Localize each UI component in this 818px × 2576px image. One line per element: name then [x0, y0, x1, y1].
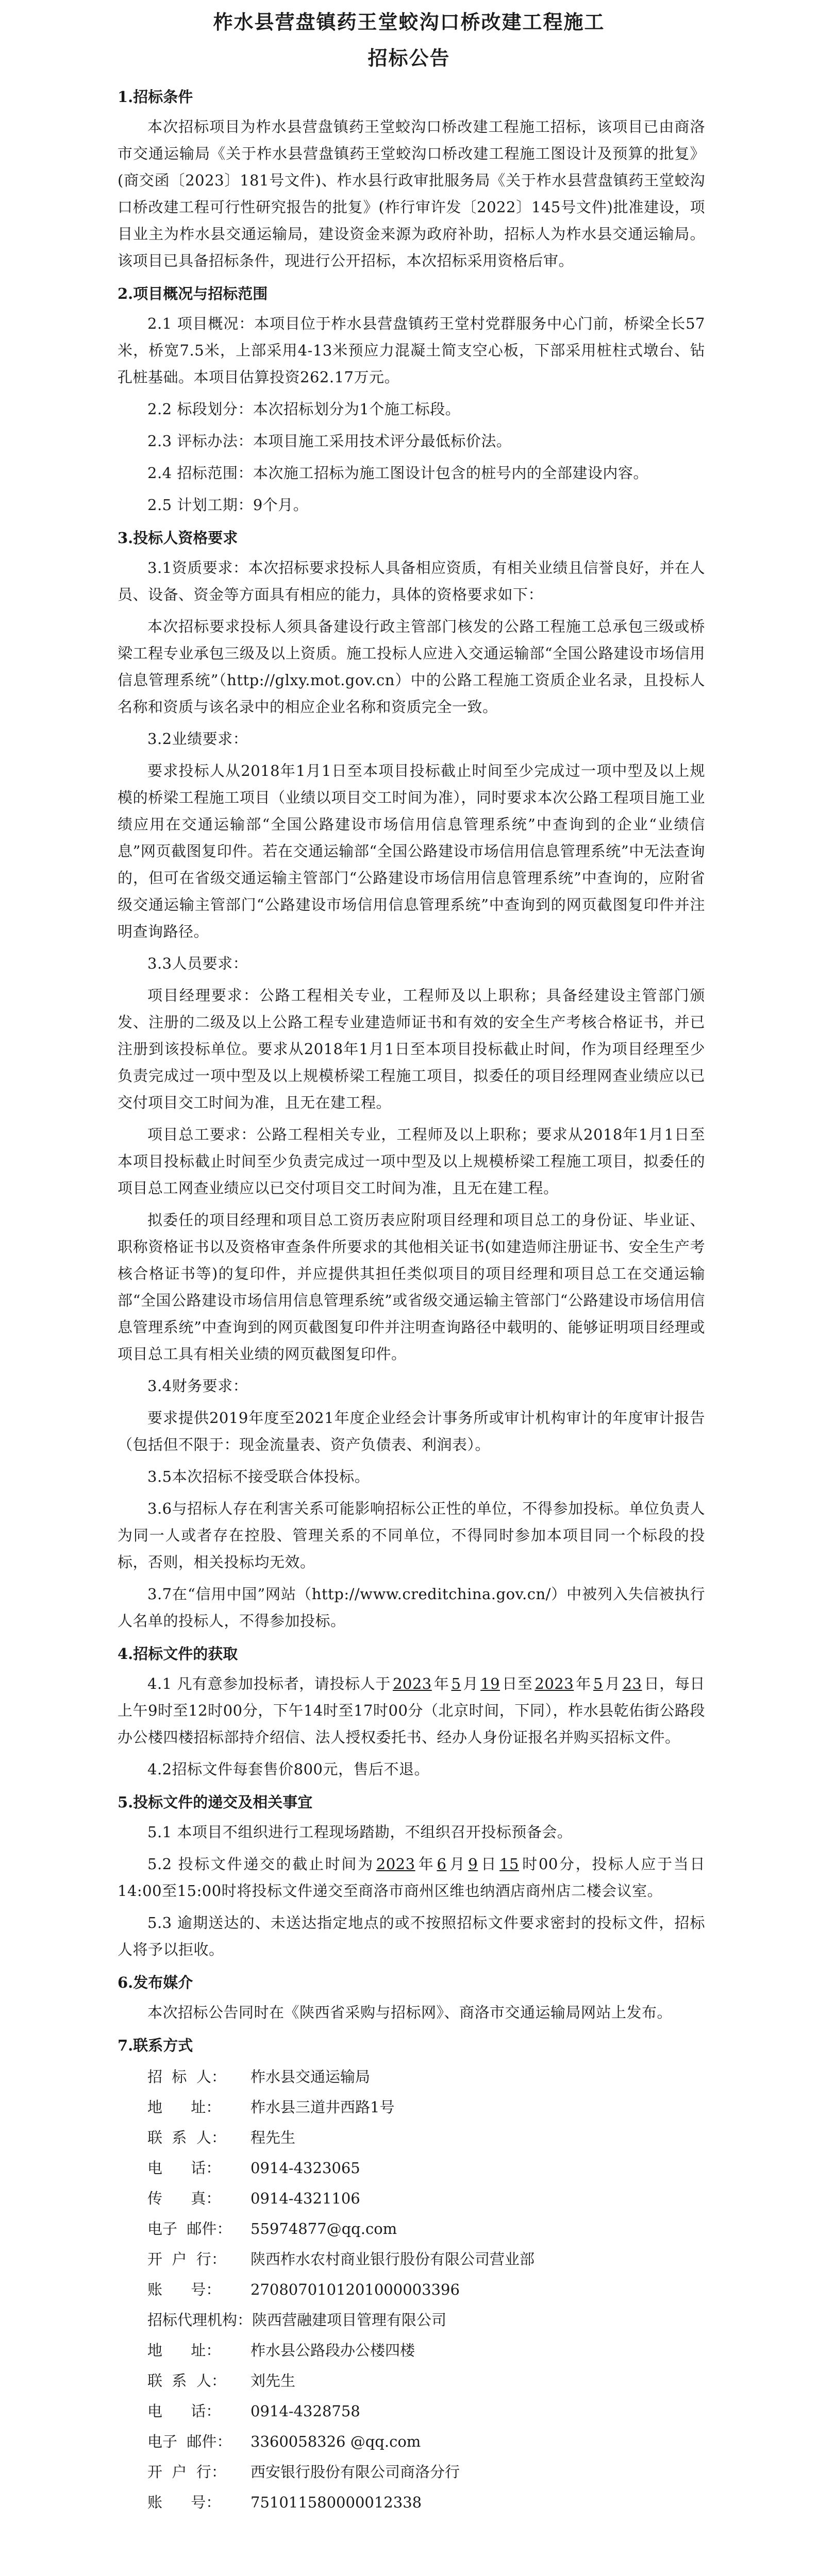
announcement-body	[118, 77, 705, 2518]
lot-division: 2.2 标段划分：本次招标划分为1个施工标段。	[147, 400, 461, 418]
section-5-heading: 5.投标文件的递交及相关事宜	[118, 1793, 313, 1811]
section-2-heading: 2.项目概况与招标范围	[118, 285, 268, 302]
deadline-month: 6	[437, 1855, 447, 1873]
qualification-detail: 本次招标要求投标人须具备建设行政主管部门核发的公路工程施工总承包三级或桥梁工程专业承包三级及以上资质。施工投标人应进入交通运输部“全国公路建设市场信用信息管理系统”（http://glxy.mot.gov.cn）中的公路工程施工资质企业名录，且投标人名称和资质与该名录中的相应企业名称和资质完全一致。	[118, 618, 705, 716]
performance-detail: 要求投标人从2018年1月1日至本项目投标截止时间至少完成过一项中型及以上规模的桥梁工程施工项目（业绩以项目交工时间为准），同时要求本次公路工程项目施工业绩应用在交通运输部“全国公路建设市场信用信息管理系统”中查询到的企业“业绩信息”网页截图复印件。若在交通运输部“全国公路建设市场信用信息管理系统”中无法查询的，但可在省级交通运输主管部门“公路建设市场信用信息管理系统”中查询的，应附省级交通运输主管部门“公路建设市场信用信息管理系统”中查询到的网页截图复印件并注明查询路径。	[118, 762, 705, 940]
contact-row: 招 标 人： 柞水县交通运输局	[147, 2068, 371, 2086]
deadline-year: 2023	[376, 1855, 415, 1873]
no-site-visit: 5.1 本项目不组织进行工程现场踏勘，不组织召开投标预备会。	[147, 1823, 573, 1841]
project-manager-req: 项目经理要求：公路工程相关专业，工程师及以上职称；具备经建设主管部门颁发、注册的二级及以上公路工程专业建造师证书和有效的安全生产考核合格证书，并已注册到该投标单位。要求从2018年1月1日至本项目投标截止时间，作为项目经理至少负责完成过一项中型及以上规模桥梁工程施工项目，拟委任的项目经理网查业绩应以已交付项目交工时间为准，且无在建工程。	[118, 987, 705, 1111]
section-3-heading: 3.投标人资格要求	[118, 529, 238, 547]
agent-contact	[147, 2335, 705, 2518]
deadline-day: 9	[468, 1855, 478, 1873]
contact-row: 联 系 人： 刘先生	[147, 2372, 296, 2389]
tenderer-contact	[147, 2062, 705, 2305]
project-overview: 2.1 项目概况：本项目位于柞水县营盘镇药王堂村党群服务中心门前，桥梁全长57米，桥宽7.5米，上部采用4-13米预应力混凝土简支空心板，下部采用桩柱式墩台、钻孔桩基础。本项目估算投资262.17万元。	[118, 315, 705, 386]
publication-media: 本次招标公告同时在《陕西省采购与招标网》、商洛市交通运输局网站上发布。	[147, 2004, 673, 2021]
credit-check: 3.7在“信用中国”网站（http://www.creditchina.gov.cn/）中被列入失信被执行人名单的投标人，不得参加投标。	[118, 1585, 705, 1630]
deadline-hour: 15	[499, 1855, 520, 1873]
contact-row: 电子 邮件： 3360058326 @qq.com	[147, 2433, 421, 2450]
start-day: 19	[480, 1675, 500, 1692]
evaluation-method: 2.3 评标办法：本项目施工采用技术评分最低标价法。	[147, 432, 512, 450]
contact-row: 地 址： 柞水县公路段办公楼四楼	[147, 2342, 415, 2359]
contact-row: 联 系 人： 程先生	[147, 2129, 296, 2146]
section-7-heading: 7.联系方式	[118, 2037, 193, 2054]
start-month: 5	[451, 1675, 461, 1692]
section-1-heading: 1.招标条件	[118, 88, 193, 106]
contact-row: 电 话： 0914-4323065	[147, 2159, 360, 2177]
contact-row: 开 户 行： 西安银行股份有限公司商洛分行	[147, 2463, 460, 2481]
section-6-heading: 6.发布媒介	[118, 1974, 193, 1991]
end-year: 2023	[535, 1675, 574, 1692]
personnel-documents: 拟委任的项目经理和项目总工资历表应附项目经理和项目总工的身份证、毕业证、职称资格证书以及资格审查条件所要求的其他相关证书(如建造师注册证书、安全生产考核合格证书等)的复印件，并应提供其担任类似项目的项目经理和项目总工在交通运输部“全国公路建设市场信用信息管理系统”或省级交通运输主管部门“公路建设市场信用信息管理系统”中查询到的网页截图复印件并注明查询路径中载明的、能够证明项目经理或项目总工具有相关业绩的网页截图复印件。	[118, 1211, 705, 1363]
end-month: 5	[593, 1675, 603, 1692]
planned-duration: 2.5 计划工期：9个月。	[147, 496, 309, 514]
doc-title-line2: 招标公告	[368, 46, 450, 70]
late-submission: 5.3 逾期送达的、未送达指定地点的或不按照招标文件要求密封的投标文件，招标人将予以拒收。	[118, 1914, 705, 1958]
section-4-heading: 4.招标文件的获取	[118, 1645, 238, 1663]
contact-row: 开 户 行： 陕西柞水农村商业银行股份有限公司营业部	[147, 2250, 535, 2268]
contact-row: 账 号： 751011580000012338	[147, 2494, 422, 2511]
contact-row: 电子 邮件： 55974877@qq.com	[147, 2220, 397, 2238]
submission-deadline: 5.2 投标文件递交的截止时间为 2023 年 6 月 9 日 15 时00分，投标人应于当日14:00至15:00时将投标文件递交至商洛市商州区维也纳酒店商州店二楼会议室。	[118, 1855, 705, 1900]
chief-engineer-req: 项目总工要求：公路工程相关专业，工程师及以上职称；要求从2018年1月1日至本项目投标截止时间至少负责完成过一项中型及以上规模桥梁工程施工项目，拟委任的项目总工网查业绩应以已交付项目交工时间为准，且无在建工程。	[118, 1126, 705, 1197]
section-1-paragraph: 本次招标项目为柞水县营盘镇药王堂蛟沟口桥改建工程施工招标，该项目已由商洛市交通运输局《关于柞水县营盘镇药王堂蛟沟口桥改建工程施工图设计及预算的批复》(商交函〔2023〕181号文件)、柞水县行政审批服务局《关于柞水县营盘镇药王堂蛟沟口桥改建工程可行性研究报告的批复》(柞行审许发〔2022〕145号文件)批准建设，项目业主为柞水县交通运输局，建设资金来源为政府补助，招标人为柞水县交通运输局。该项目已具备招标条件，现进行公开招标，本次招标采用资格后审。	[118, 118, 705, 269]
document-price: 4.2招标文件每套售价800元，售后不退。	[147, 1760, 429, 1778]
contact-row: 账 号： 2708070101201000003396	[147, 2281, 460, 2298]
contact-row: 电 话： 0914-4328758	[147, 2402, 360, 2420]
document-acquisition: 4.1 凡有意参加投标者，请投标人于 2023 年 5 月 19 日至 2023 年 5 月 23 日，每日上午9时至12时00分，下午14时至17时00分（北京时间，下同），柞水县乾佑街公路段办公楼四楼招标部持介绍信、法人授权委托书、经办人身份证报名并购买招标文件。	[118, 1675, 705, 1746]
finance-heading: 3.4财务要求：	[147, 1377, 248, 1395]
performance-heading: 3.2业绩要求：	[147, 730, 248, 748]
start-year: 2023	[392, 1675, 432, 1692]
conflict-of-interest: 3.6与招标人存在利害关系可能影响招标公正性的单位，不得参加投标。单位负责人为同一人或者存在控股、管理关系的不同单位，不得同时参加本项目同一个标段的投标，否则，相关投标均无效。	[118, 1500, 705, 1571]
doc-title-line1: 柞水县营盘镇药王堂蛟沟口桥改建工程施工	[213, 10, 605, 33]
qualification-intro: 3.1资质要求：本次招标要求投标人具备相应资质，有相关业绩且信誉良好，并在人员、设备、资金等方面具有相应的能力，具体的资格要求如下：	[118, 559, 705, 603]
tender-scope: 2.4 招标范围：本次施工招标为施工图设计包含的桩号内的全部建设内容。	[147, 464, 648, 482]
no-consortium: 3.5本次招标不接受联合体投标。	[147, 1468, 370, 1485]
personnel-heading: 3.3人员要求：	[147, 955, 248, 972]
agent-heading: 招标代理机构：陕西营融建项目管理有限公司	[147, 2311, 447, 2329]
contact-row: 传 真： 0914-4321106	[147, 2190, 360, 2207]
end-day: 23	[622, 1675, 642, 1692]
contact-row: 地 址： 柞水县三道井西路1号	[147, 2098, 395, 2116]
finance-detail: 要求提供2019年度至2021年度企业经会计事务所或审计机构审计的年度审计报告（包括但不限于：现金流量表、资产负债表、利润表）。	[118, 1409, 705, 1453]
